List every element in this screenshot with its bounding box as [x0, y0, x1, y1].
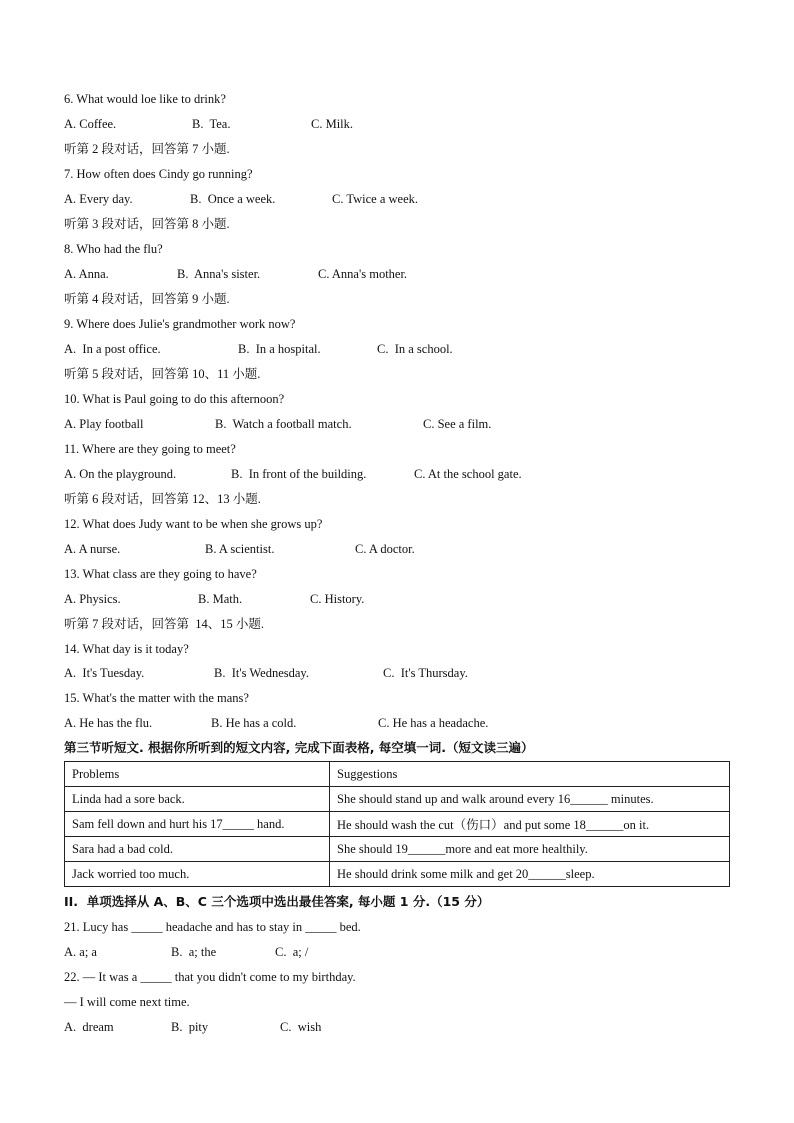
option-c: C. He has a headache.: [378, 716, 489, 730]
question-11-options: [0, 466, 794, 482]
dialogue-4-heading: 听第 4 段对话，回答第 9 小题.: [64, 292, 230, 306]
suggestion-cell: She should 19______more and eat more healthily.: [330, 837, 730, 862]
option-a: A. On the playground.: [64, 467, 177, 481]
option-a: A. He has the flu.: [64, 716, 153, 730]
suggestion-cell: He should drink some milk and get 20______sleep.: [330, 862, 730, 887]
question-9-stem: 9. Where does Julie's grandmother work now?: [64, 317, 296, 331]
option-a: A. Anna.: [64, 267, 109, 281]
question-15-stem: 15. What's the matter with the mans?: [64, 691, 249, 705]
option-a: A. Physics.: [64, 592, 121, 606]
problems-suggestions-table: [64, 761, 730, 887]
question-12-stem: 12. What does Judy want to be when she grows up?: [64, 517, 323, 531]
question-8-options: [0, 266, 794, 282]
option-c: C. wish: [280, 1020, 322, 1034]
question-21-options: [0, 944, 794, 960]
option-c: C. See a film.: [423, 417, 492, 431]
question-11-stem: 11. Where are they going to meet?: [64, 442, 236, 456]
question-10-stem: 10. What is Paul going to do this afternoon?: [64, 392, 285, 406]
question-10-options: [0, 416, 794, 432]
option-b: B. pity: [171, 1020, 209, 1034]
part-2-title: II. 单项选择从 A、B、C 三个选项中选出最佳答案, 每小题 1 分.（15 分）: [64, 894, 490, 909]
question-7-options: [0, 191, 794, 207]
question-7-stem: 7. How often does Cindy go running?: [64, 167, 253, 181]
option-a: A. In a post office.: [64, 342, 161, 356]
problem-cell: Linda had a sore back.: [65, 787, 330, 812]
option-c: C. History.: [310, 592, 365, 606]
table-row: [65, 787, 730, 812]
question-21-stem: 21. Lucy has _____ headache and has to stay in _____ bed.: [64, 920, 361, 934]
option-b: B. In a hospital.: [238, 342, 321, 356]
dialogue-3-heading: 听第 3 段对话，回答第 8 小题.: [64, 217, 230, 231]
option-a: A. dream: [64, 1020, 114, 1034]
question-12-options: [0, 541, 794, 557]
question-6-stem: 6. What would loe like to drink?: [64, 92, 226, 106]
question-6-options: [0, 116, 794, 132]
option-c: C. At the school gate.: [414, 467, 522, 481]
option-c: C. In a school.: [377, 342, 453, 356]
option-b: B. He has a cold.: [211, 716, 297, 730]
problem-cell: Sam fell down and hurt his 17_____ hand.: [65, 812, 330, 837]
question-14-stem: 14. What day is it today?: [64, 642, 189, 656]
dialogue-7-heading: 听第 7 段对话，回答第 14、15 小题.: [64, 617, 265, 631]
question-15-options: [0, 715, 794, 731]
column-header-problems: Problems: [65, 762, 330, 787]
table-row: [65, 862, 730, 887]
table-header-row: [65, 762, 730, 787]
option-a: A. It's Tuesday.: [64, 666, 145, 680]
problem-cell: Sara had a bad cold.: [65, 837, 330, 862]
option-b: B. It's Wednesday.: [214, 666, 309, 680]
option-c: C. A doctor.: [355, 542, 415, 556]
question-14-options: [0, 665, 794, 681]
option-a: A. a; a: [64, 945, 97, 959]
option-b: B. In front of the building.: [231, 467, 367, 481]
question-8-stem: 8. Who had the flu?: [64, 242, 163, 256]
question-13-stem: 13. What class are they going to have?: [64, 567, 257, 581]
option-b: B. Tea.: [192, 117, 231, 131]
option-c: C. a; /: [275, 945, 309, 959]
option-a: A. Play football: [64, 417, 144, 431]
option-c: C. It's Thursday.: [383, 666, 468, 680]
question-13-options: [0, 591, 794, 607]
option-a: A. Every day.: [64, 192, 133, 206]
option-b: B. a; the: [171, 945, 217, 959]
dialogue-2-heading: 听第 2 段对话，回答第 7 小题.: [64, 142, 230, 156]
problem-cell: Jack worried too much.: [65, 862, 330, 887]
option-a: A. A nurse.: [64, 542, 121, 556]
option-b: B. Math.: [198, 592, 243, 606]
option-c: C. Milk.: [311, 117, 354, 131]
table-row: [65, 837, 730, 862]
question-22-stem: 22. — It was a _____ that you didn't come to my birthday.: [64, 970, 356, 984]
option-b: B. Watch a football match.: [215, 417, 352, 431]
option-b: B. Anna's sister.: [177, 267, 261, 281]
dialogue-5-heading: 听第 5 段对话，回答第 10、11 小题.: [64, 367, 261, 381]
suggestion-cell: She should stand up and walk around every 16______ minutes.: [330, 787, 730, 812]
question-22-reply: — I will come next time.: [64, 995, 190, 1009]
question-9-options: [0, 341, 794, 357]
dialogue-6-heading: 听第 6 段对话，回答第 12、13 小题.: [64, 492, 261, 506]
option-c: C. Anna's mother.: [318, 267, 408, 281]
option-b: B. Once a week.: [190, 192, 276, 206]
option-a: A. Coffee.: [64, 117, 117, 131]
column-header-suggestions: Suggestions: [330, 762, 730, 787]
option-b: B. A scientist.: [205, 542, 275, 556]
section-3-title: 第三节听短文. 根据你所听到的短文内容, 完成下面表格, 每空填一词.（短文读三遍）: [64, 740, 534, 755]
table-row: [65, 812, 730, 837]
option-c: C. Twice a week.: [332, 192, 419, 206]
suggestion-cell: He should wash the cut（伤口）and put some 18______on it.: [330, 812, 730, 837]
question-22-options: [0, 1019, 794, 1035]
